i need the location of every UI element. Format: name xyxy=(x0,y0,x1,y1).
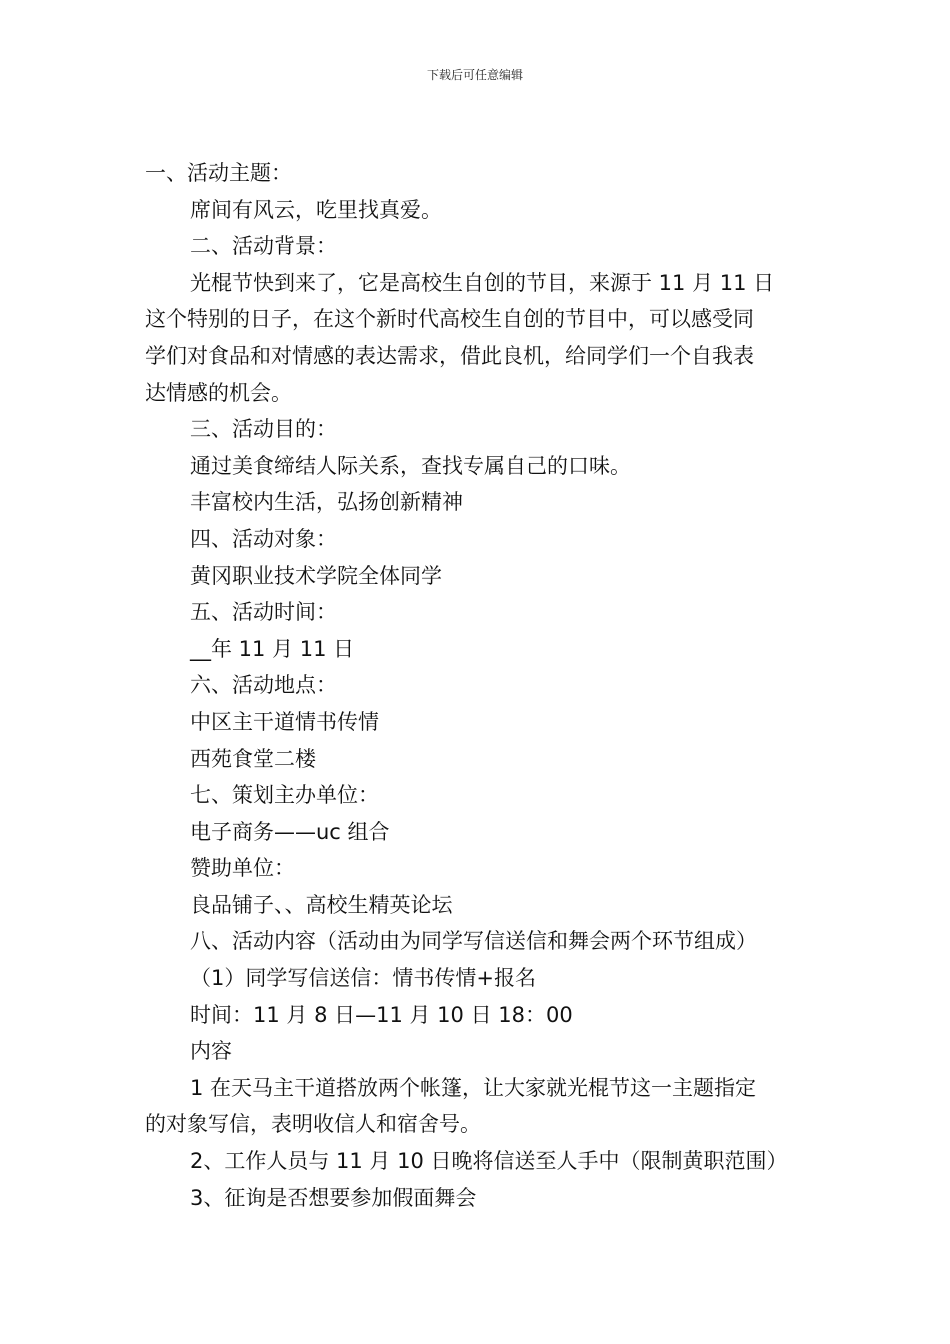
purpose-text-1: 通过美食缔结人际关系，查找专属自己的口味。 xyxy=(190,453,631,478)
item3-text: 3、征询是否想要参加假面舞会 xyxy=(190,1185,477,1210)
time-text: __年 11 月 11 日 xyxy=(190,636,355,661)
paragraph-line: 这个特别的日子，在这个新时代高校生自创的节目中，可以感受同 xyxy=(145,307,754,332)
letters-time: 时间：11 月 8 日—11 月 10 日 18：00 xyxy=(190,1002,573,1027)
purpose-text-2: 丰富校内生活，弘扬创新精神 xyxy=(190,490,463,515)
heading-theme: 一、活动主题： xyxy=(145,161,292,185)
paragraph-line: 学们对食品和对情感的表达需求，借此良机，给同学们一个自我表 xyxy=(145,343,754,368)
paragraph-line: 光棍节快到来了，它是高校生自创的节目，来源于 11 月 11 日 xyxy=(190,270,775,295)
heading-organizer: 七、策划主办单位： xyxy=(190,783,379,808)
page-header: 下载后可任意编辑 xyxy=(426,68,523,82)
organizer-text: 电子商务——uc 组合 xyxy=(190,819,390,844)
background-paragraph xyxy=(145,265,810,411)
item1-paragraph xyxy=(145,1070,810,1143)
heading-location: 六、活动地点： xyxy=(190,673,337,698)
heading-background: 二、活动背景： xyxy=(190,234,337,259)
location-text-1: 中区主干道情书传情 xyxy=(190,709,379,734)
paragraph-line: 1 在天马主干道搭放两个帐篷，让大家就光棍节这一主题指定 xyxy=(190,1075,757,1100)
letters-content-label: 内容 xyxy=(190,1039,232,1064)
subheading-letters: （1）同学写信送信：情书传情+报名 xyxy=(190,966,536,991)
heading-audience: 四、活动对象： xyxy=(190,526,337,551)
heading-sponsor: 赞助单位： xyxy=(190,856,295,881)
audience-text: 黄冈职业技术学院全体同学 xyxy=(190,563,442,588)
document-body xyxy=(145,155,810,1216)
heading-time: 五、活动时间： xyxy=(190,600,337,625)
theme-text: 席间有风云，吃里找真爱。 xyxy=(190,197,442,222)
heading-content: 八、活动内容（活动由为同学写信送信和舞会两个环节组成） xyxy=(190,929,757,954)
paragraph-line: 的对象写信，表明收信人和宿舍号。 xyxy=(145,1112,481,1137)
paragraph-line: 达情感的机会。 xyxy=(145,380,292,405)
item2-text: 2、工作人员与 11 月 10 日晚将信送至人手中（限制黄职范围） xyxy=(190,1149,788,1174)
heading-purpose: 三、活动目的： xyxy=(190,417,337,442)
sponsor-text: 良品铺子、、高校生精英论坛 xyxy=(190,892,453,917)
location-text-2: 西苑食堂二楼 xyxy=(190,746,316,771)
